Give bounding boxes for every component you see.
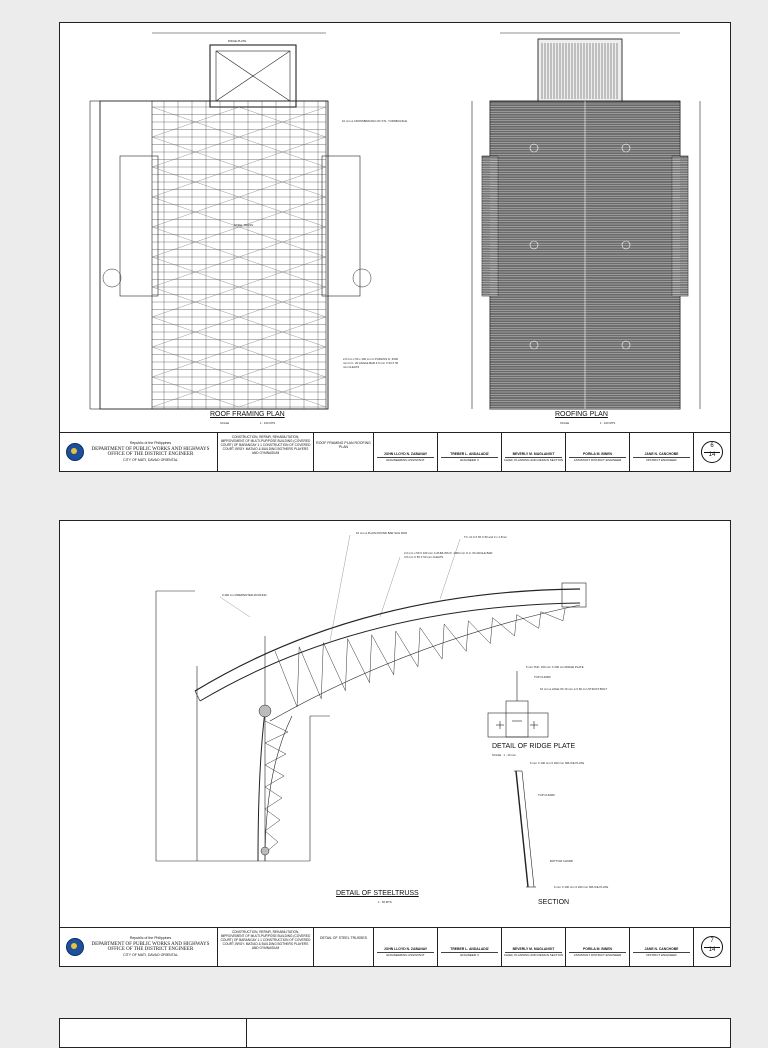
- ridge-plate-title: DETAIL OF RIDGE PLATE: [492, 743, 576, 750]
- agency-cell: [60, 433, 218, 471]
- note-sagrod: 10 mm ø CROSSBRACING W/ STL. TURNBUCKLE: [342, 119, 408, 123]
- sheet-number-cell: [694, 928, 730, 966]
- city-label: CITY OF MATI, DAVAO ORIENTAL: [123, 457, 178, 462]
- ridge-plate-detail-lines: [488, 671, 548, 737]
- signatory-name: BEVERLY M. MAGLANGIT: [512, 947, 555, 951]
- signatory-4: [566, 928, 630, 966]
- roof-plans-drawing: [60, 23, 732, 433]
- section-title: SECTION: [538, 899, 570, 906]
- note-splice-bottom: 6 mm X 100 mm X 200 mm SPLICE PLATE: [554, 885, 609, 889]
- note-topchord-section: TOP CHORD: [538, 793, 555, 797]
- signatory-3: [502, 433, 566, 471]
- section-detail-lines: [514, 771, 536, 887]
- signatory-name: PORILA M. BINEN: [583, 947, 612, 951]
- signatory-name: PORILA M. BINEN: [583, 452, 612, 456]
- drawing-sheet-7: [59, 520, 731, 967]
- sheet-number: 6: [710, 443, 714, 449]
- note-purlin: 2.0 mm x 50 X 100 mm C-PURLINS 0/ .4000 mm O.C. W/ ANGLE BAR 4.5 mm X 50 X 50 mm CLEATS: [404, 551, 493, 559]
- truss-scale-value: 1 : 50 MTS: [378, 900, 392, 904]
- scale-value-right: 1 : 100 MTS: [600, 421, 616, 425]
- note-ridgeplate: 6 mm THK. 150 mm X 200 mm RIDGE PLATE: [526, 665, 584, 669]
- drawing-title-cell: DETAIL OF STEEL TRUSSES: [314, 928, 374, 966]
- note-bottomchord: BOTTOM CHORD: [550, 859, 573, 863]
- signatory-4: [566, 433, 630, 471]
- note-roofing: 0.400 mm PREPAINTED ROOFING: [222, 593, 267, 597]
- sheet-total: 14: [708, 452, 716, 458]
- drawing-sheet-partial: [59, 1018, 731, 1048]
- department-label: DEPARTMENT OF PUBLIC WORKS AND HIGHWAYS: [91, 941, 210, 947]
- signatory-5: [630, 433, 694, 471]
- sheet-number-cell: [694, 433, 730, 471]
- note-ridge: RIDGE PLATE: [228, 39, 247, 43]
- sheet-number: 7: [710, 938, 714, 944]
- project-cell: CONSTRUCTION, REPAIR, REHABILITATION, IMPROVEMENT OF MULTI-PURPOSE BUILDING (COVERED COURT) OF BARANGAY 1.1 CONSTRUCTION OF COVERED COURT, BRGY. MATIAO & BUILDING BOTHERS PLAYERS AND GYMNASIUM: [218, 433, 314, 471]
- roof-framing-plan-lines: [90, 33, 360, 409]
- project-cell: CONSTRUCTION, REPAIR, REHABILITATION, IMPROVEMENT OF MULTI-PURPOSE BUILDING (COVERED COURT) OF BARANGAY 1.1 CONSTRUCTION OF COVERED COURT, BRGY. MATIAO & BUILDING BOTHERS PLAYERS AND GYMNASIUM: [218, 928, 314, 966]
- signatory-3: [502, 928, 566, 966]
- roofing-plan-lines: [472, 33, 700, 409]
- signatory-2: [438, 433, 502, 471]
- signatory-name: BEVERLY M. MAGLANGIT: [512, 452, 555, 456]
- signatory-name: JANE N. CANCHOBE: [644, 947, 679, 951]
- sheet-total: 14: [708, 947, 716, 953]
- drawing-sheet-6: [59, 22, 731, 472]
- view-title-steeltruss: DETAIL OF STEELTRUSS: [336, 890, 419, 897]
- signatory-name: TREBER L. ANDALADIZ: [450, 947, 489, 951]
- view-title-roofing: ROOFING PLAN: [555, 411, 608, 418]
- city-label: CITY OF MATI, DAVAO ORIENTAL: [123, 952, 178, 957]
- signatory-name: JOHN LLOYD N. ZABANAY: [383, 947, 428, 951]
- sheet-divider: [246, 1019, 247, 1047]
- note-sagrod: 16 mm ø PLAIN ROUND BAR SAG ROD: [356, 531, 408, 535]
- ridge-plate-scale: SCALE : 1 : 10 mm: [492, 753, 516, 757]
- agency-cell: [60, 928, 218, 966]
- note-topchord: TOP CHORD: [534, 675, 551, 679]
- signatory-role: ASSISTANT DISTRICT ENGINEER: [573, 458, 622, 462]
- signatory-role: ENGINEERING ASSISTANT: [386, 953, 425, 957]
- signatory-name: TREBER L. ANDALADIZ: [450, 452, 489, 456]
- scale-label-left: SCALE: [220, 421, 230, 425]
- signatory-role: CHIEF, PLANNING AND DESIGN SECTION: [503, 458, 564, 462]
- view-title-roof-framing: ROOF FRAMING PLAN: [210, 411, 285, 418]
- title-block: [60, 927, 730, 966]
- office-label: OFFICE OF THE DISTRICT ENGINEER: [107, 452, 194, 457]
- department-label: DEPARTMENT OF PUBLIC WORKS AND HIGHWAYS: [91, 446, 210, 452]
- note-bolt: 16 mm ø HOLE W/ 16 mm ø X 60 mm STRUCT.BOLT: [540, 687, 608, 691]
- signatory-role: ASSISTANT DISTRICT ENGINEER: [573, 953, 622, 957]
- note-purlins: 2.0 mm x 50 x 100 mm C.PURLINS 0/ .4000 mm O.C. W/ ANGLE BAR 4.5 mm X 50 X 50 mm CLEATS: [343, 357, 399, 369]
- signatory-role: ENGINEER II: [460, 953, 479, 957]
- signatory-1: [374, 433, 438, 471]
- note-splice-top: 6 mm X 100 mm X 200 mm SPLICE PLATE: [530, 761, 585, 765]
- signatory-role: CHIEF, PLANNING AND DESIGN SECTION: [503, 953, 564, 957]
- dpwh-seal-icon: [66, 938, 84, 956]
- steel-truss-drawing: [60, 521, 732, 928]
- signatory-role: DISTRICT ENGINEER: [646, 458, 677, 462]
- dpwh-seal-icon: [66, 443, 84, 461]
- signatory-1: [374, 928, 438, 966]
- signatory-2: [438, 928, 502, 966]
- note-truss: STEEL TRUSS: [234, 223, 253, 227]
- note-cap: TC: 2L 6 X 50 X 50 and 3 x 1.5mm: [464, 535, 507, 539]
- sheet-number-badge: [701, 936, 723, 958]
- scale-label-right: SCALE: [560, 421, 570, 425]
- sheet-number-badge: [701, 441, 723, 463]
- scale-value-left: 1 : 100 MTS: [260, 421, 276, 425]
- signatory-role: ENGINEERING ASSISTANT: [386, 458, 425, 462]
- signatory-role: DISTRICT ENGINEER: [646, 953, 677, 957]
- signatory-5: [630, 928, 694, 966]
- republic-label: Republic of the Philippines: [129, 936, 172, 940]
- republic-label: Republic of the Philippines: [129, 441, 172, 445]
- drawing-title-cell: ROOF FRAMING PLAN ROOFING PLAN: [314, 433, 374, 471]
- office-label: OFFICE OF THE DISTRICT ENGINEER: [107, 947, 194, 952]
- signatory-name: JOHN LLOYD N. ZABANAY: [383, 452, 428, 456]
- title-block: [60, 432, 730, 471]
- signatory-name: JANE N. CANCHOBE: [644, 452, 679, 456]
- signatory-role: ENGINEER II: [460, 458, 479, 462]
